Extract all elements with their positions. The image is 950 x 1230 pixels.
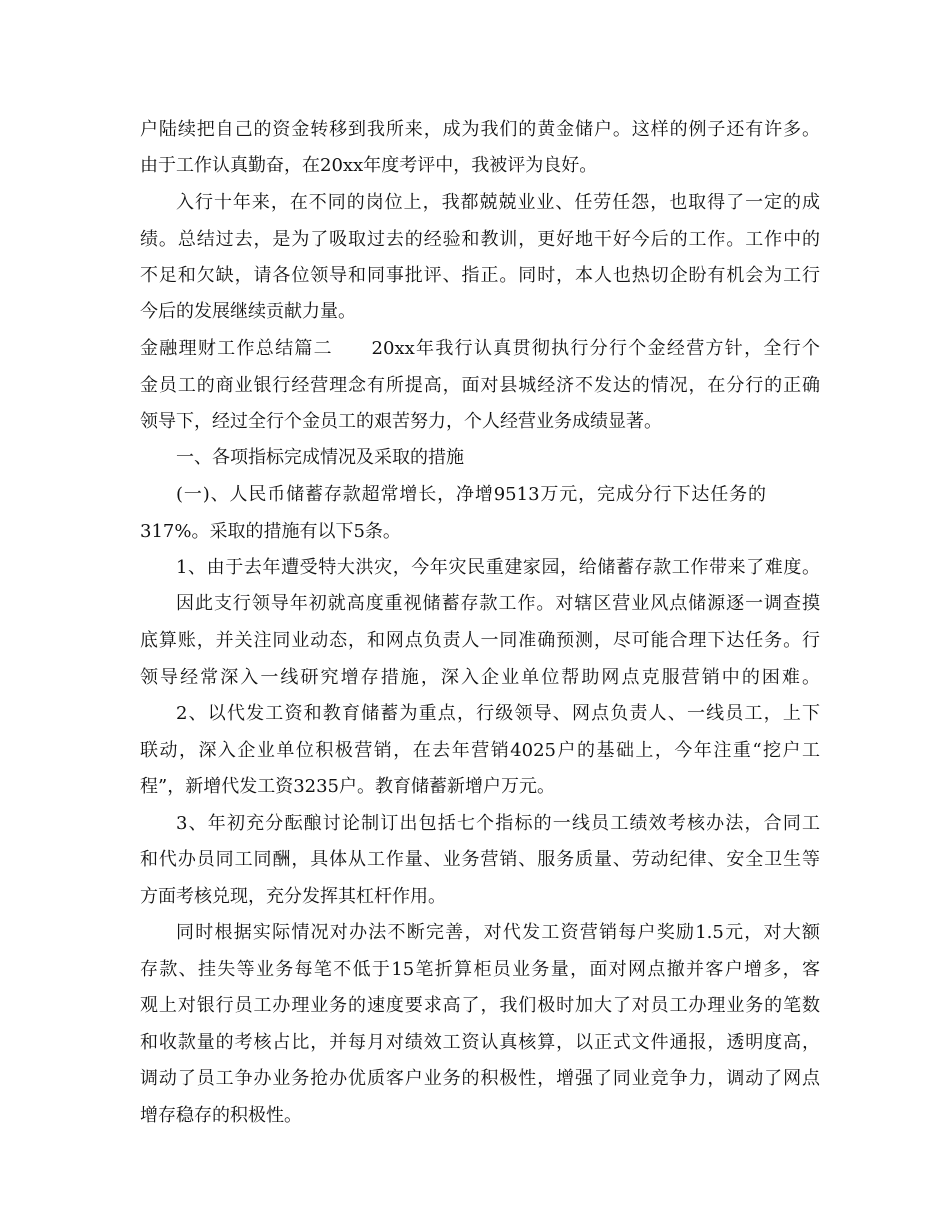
text-line: 同时根据实际情况对办法不断完善，对代发工资营销每户奖励1.5元，对大额 <box>176 922 820 943</box>
text-line: 因此支行领导年初就高度重视储蓄存款工作。对辖区营业风点储源逐一调查摸 <box>176 593 820 614</box>
text-line: 今后的发展继续贡献力量。 <box>140 301 356 322</box>
text-line: 程”，新增代发工资3235户。教育储蓄新增户万元。 <box>140 776 556 797</box>
subheading-line: 一、各项指标完成情况及采取的措施 <box>176 447 464 468</box>
text-line: 联动，深入企业单位积极营销，在去年营销4025户的基础上，今年注重“挖户工 <box>140 740 820 761</box>
text-line: 和代办员同工同酬，具体从工作量、业务营销、服务质量、劳动纪律、安全卫生等 <box>140 849 820 870</box>
text-line: (一)、人民币储蓄存款超常增长，净增9513万元，完成分行下达任务的 <box>176 484 766 505</box>
text-line: 3、年初充分酝酿讨论制订出包括七个指标的一线员工绩效考核办法，合同工 <box>176 813 820 834</box>
text-line: 增存稳存的积极性。 <box>140 1105 302 1126</box>
text-line: 领导下，经过全行个金员工的艰苦努力，个人经营业务成绩显著。 <box>140 411 662 432</box>
section-heading-line: 金融理财工作总结篇二 20xx年我行认真贯彻执行分行个金经营方针，全行个 <box>140 338 820 359</box>
text-line: 调动了员工争办业务抢办优质客户业务的积极性，增强了同业竞争力，调动了网点 <box>140 1068 820 1089</box>
text-line: 317%。采取的措施有以下5条。 <box>140 521 401 542</box>
text-line: 不足和欠缺，请各位领导和同事批评、指正。同时，本人也热切企盼有机会为工行 <box>140 265 820 286</box>
text-line: 观上对银行员工办理业务的速度要求高了，我们极时加大了对员工办理业务的笔数 <box>140 995 820 1016</box>
text-line: 领导经常深入一线研究增存措施，深入企业单位帮助网点克服营销中的困难。 <box>140 667 820 688</box>
text-line: 户陆续把自己的资金转移到我所来，成为我们的黄金储户。这样的例子还有许多。 <box>140 119 820 140</box>
text-line: 1、由于去年遭受特大洪灾，今年灾民重建家园，给储蓄存款工作带来了难度。 <box>176 557 820 578</box>
text-line: 金员工的商业银行经营理念有所提高，面对县城经济不发达的情况，在分行的正确 <box>140 375 820 396</box>
text-line: 存款、挂失等业务每笔不低于15笔折算柜员业务量，面对网点撤并客户增多，客 <box>140 959 820 980</box>
text-line: 由于工作认真勤奋，在20xx年度考评中，我被评为良好。 <box>140 155 598 176</box>
text-line: 入行十年来，在不同的岗位上，我都兢兢业业、任劳任怨，也取得了一定的成 <box>176 192 820 213</box>
text-line: 2、以代发工资和教育储蓄为重点，行级领导、网点负责人、一线员工，上下 <box>176 703 820 724</box>
text-line: 和收款量的考核占比，并每月对绩效工资认真核算，以正式文件通报，透明度高， <box>140 1032 820 1053</box>
text-line: 绩。总结过去，是为了吸取过去的经验和教训，更好地干好今后的工作。工作中的 <box>140 229 820 250</box>
text-line: 底算账，并关注同业动态，和网点负责人一同准确预测，尽可能合理下达任务。行 <box>140 630 820 651</box>
text-line: 方面考核兑现，充分发挥其杠杆作用。 <box>140 886 446 907</box>
